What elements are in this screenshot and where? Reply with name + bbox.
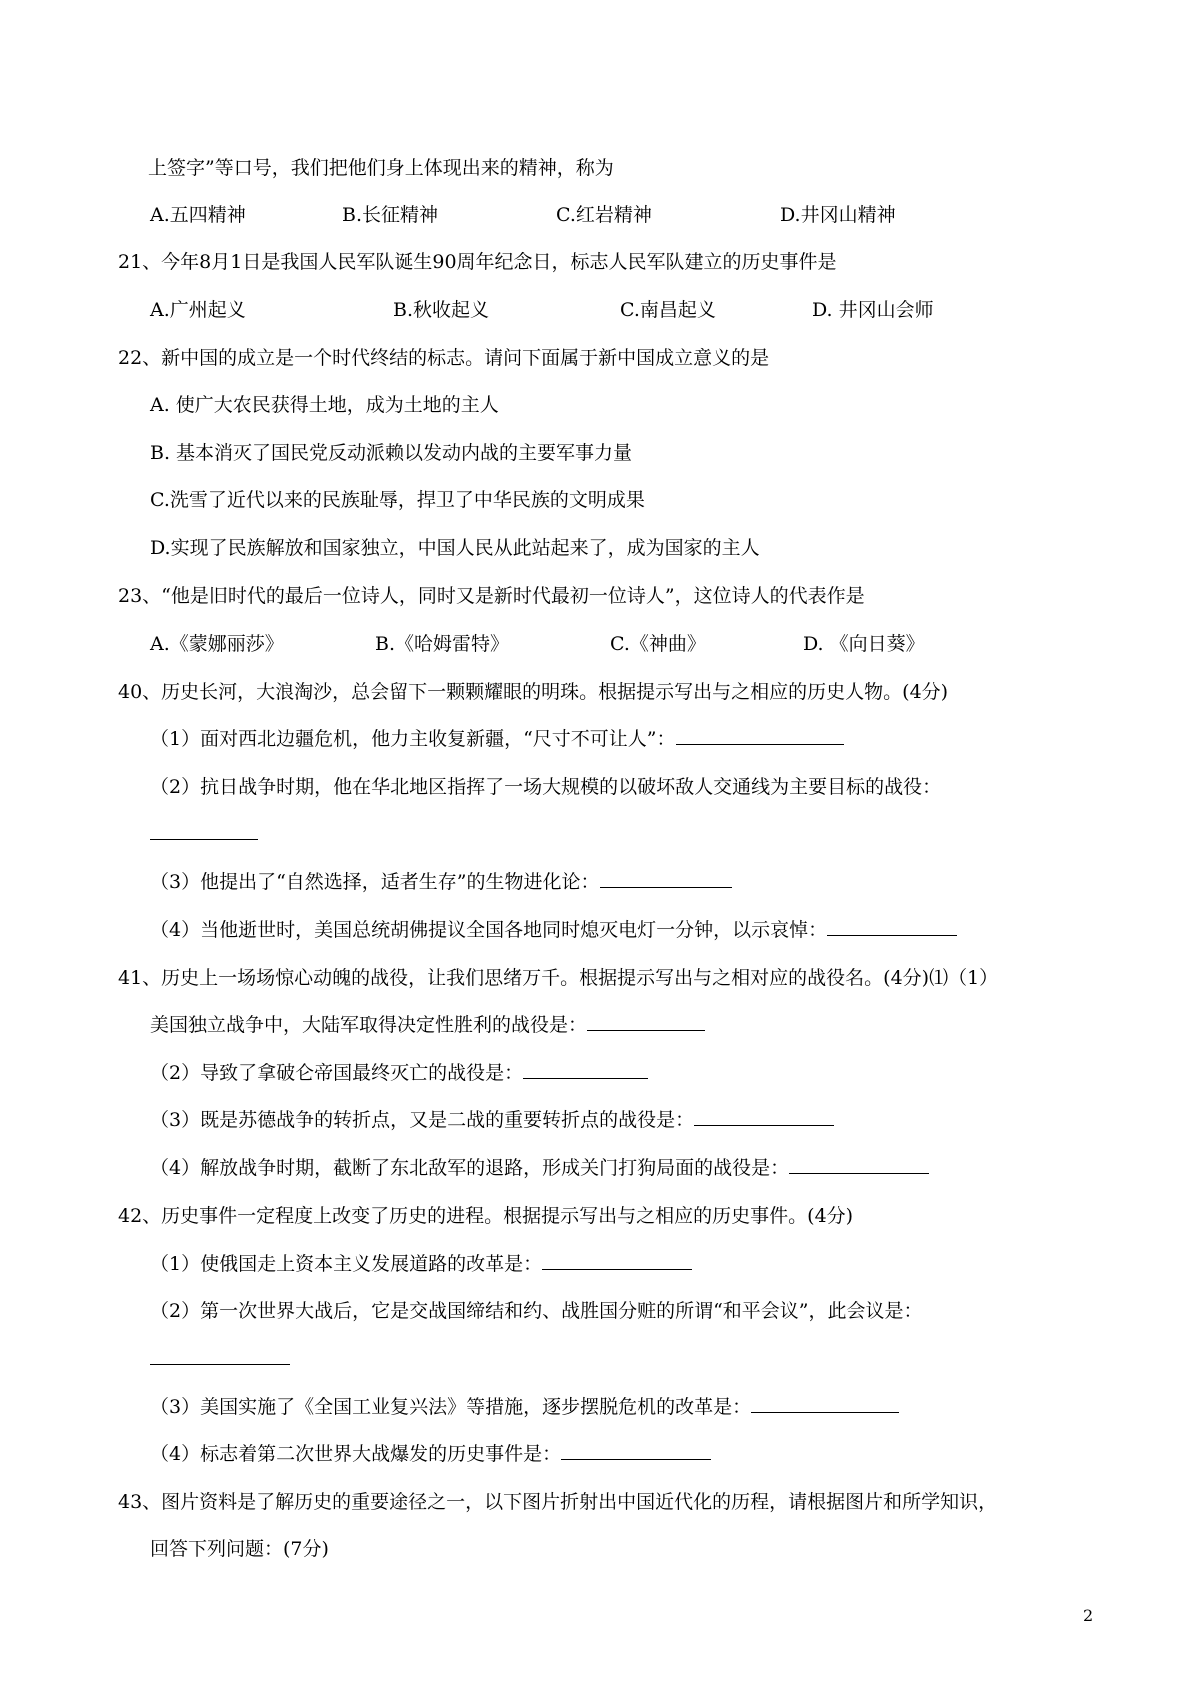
q20-option-d: D.井冈山精神 [780, 204, 896, 226]
q42-answer-blank-4[interactable] [561, 1442, 711, 1460]
q42-item-2: （2）第一次世界大战后，它是交战国缔结和约、战胜国分赃的所谓“和平会议”，此会议是： [150, 1300, 923, 1322]
q42-item-4-text: （4）标志着第二次世界大战爆发的历史事件是： [150, 1443, 562, 1465]
q42-item-3-text: （3）美国实施了《全国工业复兴法》等措施，逐步摆脱危机的改革是： [150, 1396, 752, 1418]
q20-option-a: A.五四精神 [150, 204, 246, 226]
q40-answer-blank-2[interactable] [150, 839, 258, 840]
q23-stem: 23、“他是旧时代的最后一位诗人，同时又是新时代最初一位诗人”，这位诗人的代表作是 [118, 585, 865, 607]
q41-item-2-text: （2）导致了拿破仑帝国最终灭亡的战役是： [150, 1062, 524, 1084]
q41-answer-blank-4[interactable] [789, 1156, 929, 1174]
q42-item-1-text: （1）使俄国走上资本主义发展道路的改革是： [150, 1253, 543, 1275]
q41-item-4 [150, 1156, 929, 1180]
q42-answer-blank-1[interactable] [542, 1252, 692, 1270]
q42-stem: 42、历史事件一定程度上改变了历史的进程。根据提示写出与之相应的历史事件。(4分) [118, 1205, 854, 1227]
q21-option-c: C.南昌起义 [620, 299, 716, 321]
q23-option-d: D. 《向日葵》 [803, 633, 925, 655]
q23-option-c: C.《神曲》 [610, 633, 706, 655]
q41-item-2 [150, 1061, 648, 1085]
page-number: 2 [1083, 1606, 1094, 1625]
q40-item-3 [150, 870, 732, 894]
q43-stem: 43、图片资料是了解历史的重要途径之一，以下图片折射出中国近代化的历程，请根据图片和所学知识， [118, 1491, 998, 1513]
q41-item-1-text: 美国独立战争中，大陆军取得决定性胜利的战役是： [150, 1014, 588, 1036]
q40-answer-blank-4[interactable] [827, 918, 957, 936]
q22-option-d: D.实现了民族解放和国家独立，中国人民从此站起来了，成为国家的主人 [150, 537, 760, 559]
q42-item-3 [150, 1395, 899, 1419]
q22-option-c: C.洗雪了近代以来的民族耻辱，捍卫了中华民族的文明成果 [150, 489, 645, 511]
q40-item-3-text: （3）他提出了“自然选择，适者生存”的生物进化论： [150, 871, 600, 893]
q23-option-b: B.《哈姆雷特》 [375, 633, 510, 655]
q40-stem: 40、历史长河，大浪淘沙，总会留下一颗颗耀眼的明珠。根据提示写出与之相应的历史人物。(4分) [118, 681, 949, 703]
q21-option-d: D. 井冈山会师 [812, 299, 934, 321]
q41-stem: 41、历史上一场场惊心动魄的战役，让我们思绪万千。根据提示写出与之相对应的战役名。(4分)⑴（1） [118, 967, 999, 989]
q41-item-3 [150, 1108, 834, 1132]
q20-option-b: B.长征精神 [342, 204, 439, 226]
q40-answer-blank-1[interactable] [676, 727, 844, 745]
q41-item-3-text: （3）既是苏德战争的转折点，又是二战的重要转折点的战役是： [150, 1109, 695, 1131]
q21-option-b: B.秋收起义 [393, 299, 490, 321]
q41-item-4-text: （4）解放战争时期，截断了东北敌军的退路，形成关门打狗局面的战役是： [150, 1157, 790, 1179]
q40-item-1-text: （1）面对西北边疆危机，他力主收复新疆，“尺寸不可让人”： [150, 728, 676, 750]
q22-option-b: B. 基本消灭了国民党反动派赖以发动内战的主要军事力量 [150, 442, 633, 464]
q40-item-2: （2）抗日战争时期，他在华北地区指挥了一场大规模的以破坏敌人交通线为主要目标的战役： [150, 776, 942, 798]
q40-item-1 [150, 727, 844, 751]
q41-answer-blank-2[interactable] [523, 1061, 648, 1079]
q40-item-4 [150, 918, 957, 942]
q42-item-1 [150, 1252, 692, 1276]
q21-option-a: A.广州起义 [150, 299, 246, 321]
q22-stem: 22、新中国的成立是一个时代终结的标志。请问下面属于新中国成立意义的是 [118, 347, 770, 369]
q42-item-4 [150, 1442, 711, 1466]
q43-stem-cont: 回答下列问题：(7分) [150, 1538, 329, 1560]
q42-answer-blank-2[interactable] [150, 1364, 290, 1365]
q41-item-1 [150, 1013, 705, 1037]
q23-option-a: A.《蒙娜丽莎》 [150, 633, 284, 655]
q41-answer-blank-1[interactable] [587, 1013, 705, 1031]
q40-item-4-text: （4）当他逝世时，美国总统胡佛提议全国各地同时熄灭电灯一分钟，以示哀悼： [150, 919, 828, 941]
q42-answer-blank-3[interactable] [751, 1395, 899, 1413]
q40-answer-blank-3[interactable] [600, 870, 732, 888]
q41-answer-blank-3[interactable] [694, 1108, 834, 1126]
q21-stem: 21、今年8月1日是我国人民军队诞生90周年纪念日，标志人民军队建立的历史事件是 [118, 251, 837, 273]
q20-stem-tail: 上签字”等口号，我们把他们身上体现出来的精神，称为 [148, 157, 614, 179]
q20-option-c: C.红岩精神 [556, 204, 652, 226]
q22-option-a: A. 使广大农民获得土地，成为土地的主人 [150, 394, 499, 416]
